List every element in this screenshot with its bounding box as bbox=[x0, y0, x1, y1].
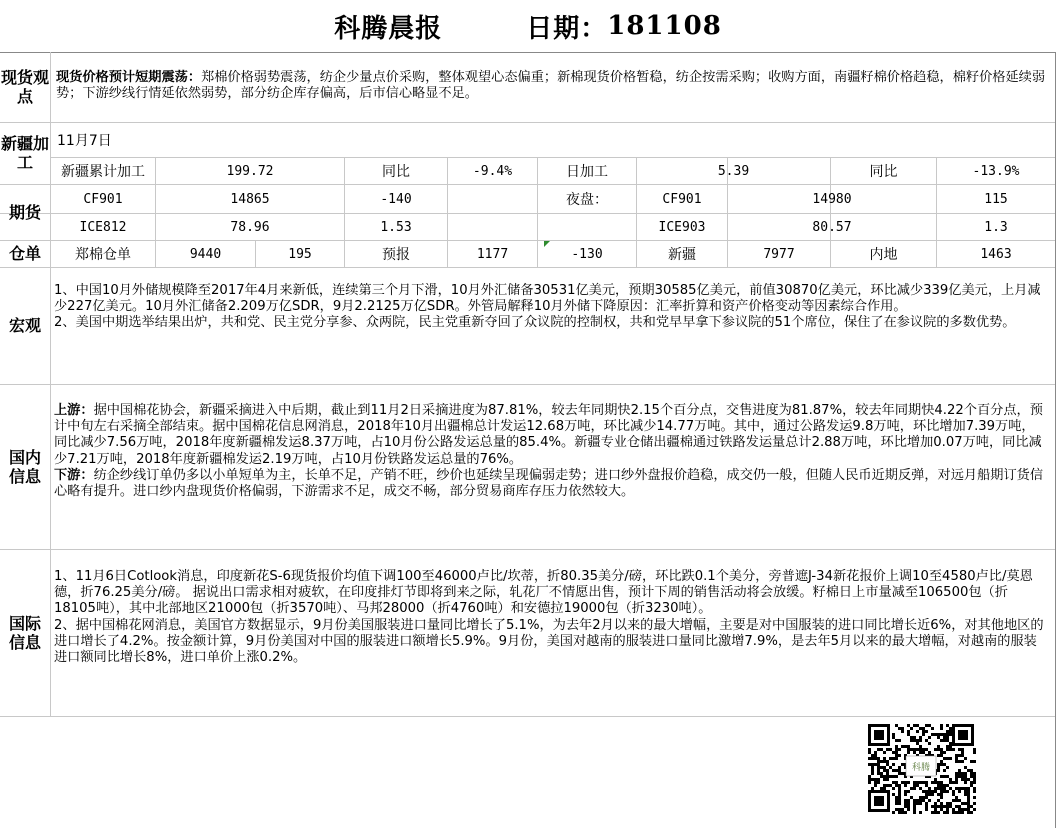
inland-warehouse-value: 1463 bbox=[980, 246, 1012, 262]
xinjiang-cum-value: 199.72 bbox=[226, 163, 274, 179]
domestic-text bbox=[54, 403, 1046, 500]
futures-row-2-night-price: 80.57 bbox=[812, 219, 852, 235]
domestic-section-label: 国内信息 bbox=[8, 447, 41, 486]
futures-row-2-price: 78.96 bbox=[230, 219, 270, 235]
xinjiang-yoy2-label: 同比 bbox=[869, 164, 898, 180]
forecast-value: 1177 bbox=[476, 246, 509, 262]
futures-row-1-price: 14865 bbox=[230, 191, 270, 207]
futures-row-1-night-price: 14980 bbox=[812, 191, 852, 207]
downstream-lead: 下游： bbox=[54, 467, 94, 483]
forecast-change: -130 bbox=[571, 246, 603, 262]
warehouse-value: 9440 bbox=[189, 246, 222, 262]
xinjiang-cum-label: 新疆累计加工 bbox=[61, 164, 145, 180]
futures-section-label: 期货 bbox=[8, 202, 41, 222]
futures-row-1-night-change: 115 bbox=[984, 191, 1008, 207]
macro-item-2: 2、美国中期选举结果出炉，共和党、民主党分享参、众两院，民主党重新夺回了众议院的控制权，共和党早早拿下参议院的51个席位，保住了在参议院的多数优势。 bbox=[54, 315, 1016, 331]
futures-row-1-name: CF901 bbox=[83, 191, 123, 207]
xinjiang-daily-value: 5.39 bbox=[717, 163, 750, 179]
page-title bbox=[0, 0, 1056, 52]
futures-row-1-night-name: CF901 bbox=[662, 191, 702, 207]
spot-section-label: 现货观点 bbox=[0, 68, 49, 106]
downstream-text: 纺企纱线订单仍多以小单短单为主，长单不足，产销不旺，纱价也延续呈现偏弱走势；进口纱外盘报价趋稳，成交仍一般，但随人民币近期反弹，对远月船期订货信心略有提升。进口纱内盘现货价格偏弱，下游需求不足，成交不畅，部分贸易商库存压力依然较大。 bbox=[54, 467, 1044, 500]
xinjiang-yoy-value: -9.4% bbox=[472, 163, 513, 179]
international-item-2: 2、据中国棉花网消息，美国官方数据显示，9月份美国服装进口量同比增长了5.1%，为去年2月以来的最大增幅，主要是对中国服装的进口同比增长近6%，对其他地区的进口增长了4.2%。按金额计算，9月份美国对中国的服装进口额增长5.9%。9月份，美国对越南的服装进口量同比激增7.9%，是去年5月以来的最大增幅，对越南的服装进口额同比增长8%，进口单价上涨0.2%。 bbox=[54, 617, 1044, 666]
night-session-label: 夜盘： bbox=[566, 192, 608, 208]
company-name: 科腾晨报 bbox=[334, 13, 443, 44]
xinjiang-warehouse-label: 新疆 bbox=[668, 247, 696, 263]
macro-text bbox=[54, 283, 1050, 332]
date-label: 日期： bbox=[526, 13, 608, 44]
xinjiang-date: 11月7日 bbox=[57, 133, 112, 149]
futures-row-2-night-name: ICE903 bbox=[658, 219, 706, 235]
qr-code-icon bbox=[866, 722, 976, 814]
forecast-label: 预报 bbox=[382, 247, 410, 263]
futures-row-2-name: ICE812 bbox=[79, 219, 127, 235]
macro-item-1: 1、中国10月外储规模降至2017年4月来新低，连续第三个月下滑，10月外汇储备30531亿美元，预期30585亿美元，前值30870亿美元，环比减少339亿美元，上月减少227亿美元。10月外汇储备2.209万亿SDR，9月2.2125万亿SDR。外管局解释10月外储下降原因：汇率折算和资产价格变动等因素综合作用。 bbox=[54, 283, 1041, 315]
warehouse-name: 郑棉仓单 bbox=[75, 247, 131, 263]
international-item-1: 1、11月6日Cotlook消息，印度新花S-6现货报价均值下调100至46000卢比/坎蒂，折80.35美分/磅，环比跌0.1个美分，旁普遮J-34新花报价上调10至4580卢比/莫恩德，折76.25美分/磅。 据说出口需求相对疲软，在印度排灯节即将到来之际，轧花厂不情愿出售，预计下周的销售活动将会放缓。籽棉日上市量减至106500包（折18105吨），其中北部地区21000包（折3570吨）、马邦28000（折4760吨）和安德拉19000包（折3230吨）。 bbox=[54, 569, 1033, 617]
xinjiang-yoy-label: 同比 bbox=[382, 164, 410, 180]
xinjiang-section-label: 新疆加工 bbox=[0, 134, 49, 172]
inland-warehouse-label: 内地 bbox=[869, 247, 898, 263]
upstream-text: 据中国棉花协会，新疆采摘进入中后期，截止到11月2日采摘进度为87.81%，较去年同期快2.15个百分点，交售进度为81.87%，较去年同期快4.22个百分点，预计中旬左右采摘全部结束。据中国棉花信息网消息，2018年10月出疆棉总计发运12.68万吨，环比减少14.77万吨。其中，通过公路发运9.8万吨，环比增加7.39万吨，同比减少7.56万吨，2018年度新疆棉发运8.37万吨，占10月份公路发运总量的85.4%。新疆专业仓储出疆棉通过铁路发运量总计2.88万吨，环比增加0.07万吨，同比减少7.21万吨，2018年度新疆棉发运2.19万吨，占10月份铁路发运总量的76%。 bbox=[54, 403, 1043, 467]
xinjiang-yoy2-value: -13.9% bbox=[972, 163, 1020, 179]
upstream-lead: 上游： bbox=[54, 403, 94, 418]
xinjiang-daily-label: 日加工 bbox=[566, 164, 608, 180]
futures-row-2-change: 1.53 bbox=[380, 219, 412, 235]
spot-view-body: 郑棉价格弱势震荡，纺企少量点价采购，整体观望心态偏重；新棉现货价格暂稳，纺企按需采购；收购方面，南疆籽棉价格趋稳，棉籽价格延续弱势；下游纱线行情延依然弱势，部分纺企库存偏高，后市信心略显不足。 bbox=[56, 70, 1046, 102]
qr-center-logo: 科腾 bbox=[911, 763, 931, 773]
macro-section-label: 宏观 bbox=[8, 316, 41, 335]
spot-view-text bbox=[56, 70, 1046, 102]
date-value: 181108 bbox=[607, 11, 722, 41]
spot-view-lead: 现货价格预计短期震荡： bbox=[56, 70, 202, 85]
warehouse-change: 195 bbox=[288, 246, 312, 262]
international-text bbox=[54, 569, 1048, 666]
international-section-label: 国际信息 bbox=[8, 613, 41, 652]
warehouse-section-label: 仓单 bbox=[8, 244, 41, 263]
futures-row-2-night-change: 1.3 bbox=[984, 219, 1008, 235]
futures-row-1-change: -140 bbox=[380, 191, 412, 207]
xinjiang-warehouse-value: 7977 bbox=[763, 246, 795, 262]
